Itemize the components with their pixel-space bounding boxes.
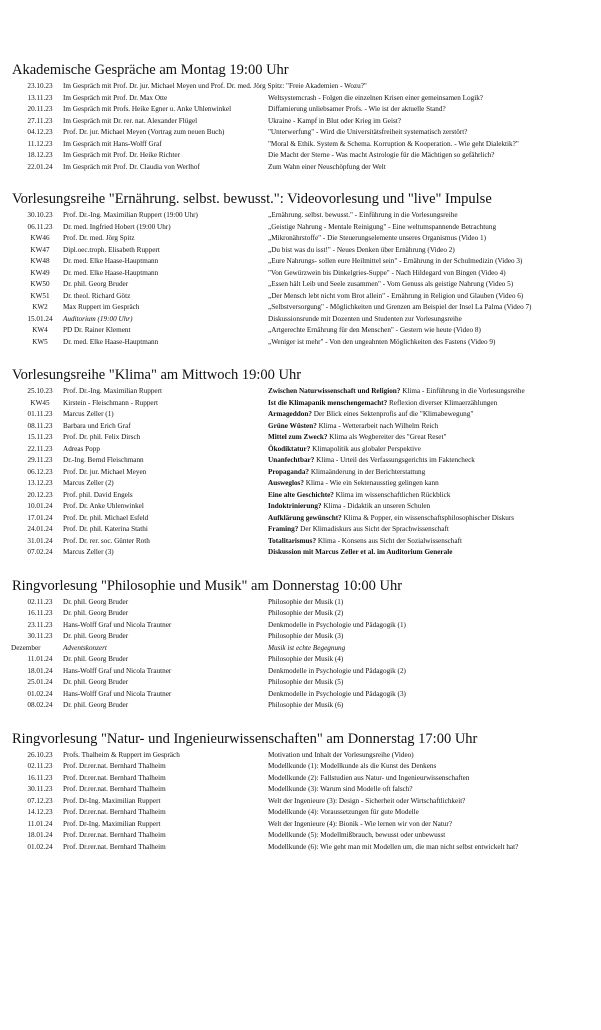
- schedule-row: [0, 536, 601, 548]
- row-date: 31.01.24: [27, 536, 53, 545]
- row-speaker: Im Gespräch mit Prof. Dr. Max Otte: [63, 93, 168, 102]
- row-topic: „Du bist was du isst!" - Neues Denken über Ernährung (Video 2): [268, 245, 455, 254]
- row-topic-detail: Der Blick eines Sektenprofis auf die "Klimabewegung": [311, 410, 474, 418]
- schedule-row: [0, 631, 601, 643]
- row-topic: Ukraine - Kampf in Blut oder Krieg im Geist?: [268, 116, 401, 125]
- schedule-row: [0, 444, 601, 456]
- row-topic: Modellkunde (2): Fallstudien aus Natur- und Ingenieurwissenschaften: [268, 773, 470, 782]
- row-date: 11.12.23: [27, 139, 53, 148]
- row-topic-detail: Klima - Einführung in die Vorlesungsreihe: [400, 387, 525, 395]
- row-date: 16.11.23: [27, 609, 53, 617]
- row-speaker: Prof. Dr. phil. Felix Dirsch: [63, 433, 141, 441]
- row-date: KW2: [32, 303, 48, 311]
- row-topic-headline: Diskussion mit Marcus Zeller et al. im Auditorium Generale: [268, 548, 453, 556]
- row-date: 06.11.23: [27, 222, 53, 231]
- row-speaker: Max Ruppert im Gespräch: [63, 303, 140, 311]
- row-speaker: Im Gespräch mit Prof. Dr. Heike Richter: [63, 151, 180, 159]
- row-date: 08.11.23: [27, 421, 53, 430]
- row-speaker: Dr. phil. Georg Bruder: [63, 701, 129, 709]
- row-date: KW50: [30, 280, 50, 288]
- row-topic-headline: Zwischen Naturwissenschaft und Religion?: [268, 387, 401, 395]
- row-speaker: Prof. Dr-Ing. Maximilian Ruppert: [63, 796, 161, 805]
- row-topic-detail: Klima - Konsens aus Sicht der Sozialwissenschaft: [316, 536, 462, 545]
- schedule-row: [0, 513, 601, 525]
- row-topic: Philosophie der Musik (4): [268, 655, 344, 663]
- schedule-row: [0, 302, 601, 314]
- row-topic: Denkmodelle in Psychologie und Pädagogik (3): [268, 689, 406, 698]
- schedule-list: [0, 597, 601, 712]
- row-topic: "Unterwerfung" - Wird die Universitätsfreiheit systematisch zerstört?: [268, 128, 468, 136]
- schedule-row: [0, 93, 601, 105]
- row-speaker: Prof. Dr. med. Jörg Spitz: [63, 234, 135, 242]
- schedule-row: [0, 325, 601, 337]
- row-topic: „Selbstversorgung" - Möglichkeiten und Grenzen am Beispiel der Insel La Palma (Video 7): [268, 303, 532, 311]
- row-topic-detail: Reflexion diverser Klimaerzählungen: [387, 398, 498, 407]
- row-date: 01.11.23: [27, 410, 53, 418]
- schedule-row: [0, 620, 601, 632]
- row-topic: „Mikronährstoffe" - Die Steuerungselemente unseres Organismus (Video 1): [268, 234, 487, 242]
- row-speaker: Dr. theol. Richard Götz: [63, 291, 131, 300]
- row-date: 30.11.23: [27, 632, 53, 640]
- schedule-section: [0, 578, 601, 712]
- row-date: 25.10.23: [27, 387, 53, 395]
- row-speaker: Prof. Dr.-Ing. Maximilian Ruppert (19:00 Uhr): [63, 211, 198, 219]
- row-date: KW5: [32, 337, 48, 346]
- row-date: 22.11.23: [27, 444, 53, 453]
- row-topic-detail: Klima im wissenschaftlichen Rückblick: [333, 490, 451, 499]
- row-topic-detail: Klimapolitik aus globaler Perspektive: [310, 444, 421, 453]
- row-date: KW45: [30, 398, 50, 407]
- row-speaker: Prof. Dr. jur. Michael Meyen: [63, 467, 147, 476]
- row-topic-headline: Aufklärung gewünscht?: [268, 513, 342, 522]
- row-topic-headline: Indoktrinierung?: [268, 502, 322, 510]
- row-topic: [268, 432, 446, 444]
- schedule-row: [0, 222, 601, 234]
- schedule-row: [0, 643, 601, 655]
- row-speaker: PD Dr. Rainer Klement: [63, 326, 131, 334]
- row-date: 07.12.23: [27, 796, 53, 805]
- row-speaker: Dr. phil. Georg Bruder: [63, 655, 129, 663]
- schedule-row: [0, 421, 601, 433]
- row-topic-detail: Klima - Didaktik an unseren Schulen: [321, 502, 431, 510]
- row-topic: [268, 386, 525, 398]
- row-topic: [268, 501, 430, 513]
- schedule-row: [0, 807, 601, 819]
- row-topic-headline: Ist die Klimapanik menschengemacht?: [268, 398, 388, 407]
- row-speaker: Dr.-Ing. Bernd Fleischmann: [63, 456, 144, 464]
- schedule-row: [0, 666, 601, 678]
- row-topic: „Weniger ist mehr" - Von den ungeahnten Möglichkeiten des Fastens (Video 9): [268, 337, 496, 346]
- schedule-row: [0, 409, 601, 421]
- schedule-row: [0, 432, 601, 444]
- row-topic: Philosophie der Musik (5): [268, 678, 344, 686]
- row-topic: „Ernährung. selbst. bewusst." - Einführung in die Vorlesungsreihe: [268, 211, 458, 219]
- row-topic: „Artgerechte Ernährung für den Menschen" - Gestern wie heute (Video 8): [268, 326, 481, 334]
- row-topic: Denkmodelle in Psychologie und Pädagogik (1): [268, 620, 406, 629]
- row-date: 26.10.23: [27, 750, 53, 759]
- row-topic: Motivation und Inhalt der Vorlesungsreihe (Video): [268, 750, 414, 759]
- row-topic: "Von Gewürzwein bis Dinkelgries-Suppe" - Nach Hildegard von Bingen (Video 4): [268, 268, 506, 277]
- schedule-row: [0, 467, 601, 479]
- row-speaker: Im Gespräch mit Prof. Dr. jur. Michael Meyen und Prof. Dr. med. Jörg Spitz: "Freie Akademien - Wozu?": [63, 82, 367, 90]
- row-speaker: Im Gespräch mit Profs. Heike Egner u. Anke Uhlenwinkel: [63, 105, 232, 113]
- section-title: Ringvorlesung "Natur- und Ingenieurwissenschaften" am Donnerstag 17:00 Uhr: [12, 730, 478, 747]
- row-speaker: Hans-Wolff Graf und Nicola Trautner: [63, 689, 172, 698]
- section-title: Vorlesungsreihe "Ernährung. selbst. bewusst.": Videovorlesung und "live" Impulse: [12, 191, 492, 207]
- row-date: 17.01.24: [27, 513, 53, 522]
- row-date: 18.01.24: [27, 831, 53, 839]
- row-date: 30.11.23: [27, 785, 53, 793]
- row-date: 01.02.24: [27, 689, 53, 698]
- row-topic: Modellkunde (3): Warum sind Modelle oft falsch?: [268, 785, 413, 793]
- row-topic-detail: Klima als Wegbereiter des "Great Reset": [327, 433, 447, 441]
- schedule-row: [0, 162, 601, 174]
- row-topic: [268, 478, 439, 490]
- row-speaker: Prof. Dr-Ing. Maximilian Ruppert: [63, 819, 161, 828]
- row-topic-headline: Mittel zum Zweck?: [268, 433, 328, 441]
- row-speaker: Prof. Dr. Anke Uhlenwinkel: [63, 502, 144, 510]
- row-speaker: Hans-Wolff Graf und Nicola Trautner: [63, 666, 172, 675]
- schedule-row: [0, 268, 601, 280]
- schedule-list: [0, 750, 601, 854]
- row-speaker: Prof. Dr.rer.nat. Bernhard Thalheim: [63, 785, 166, 793]
- schedule-row: [0, 127, 601, 139]
- schedule-section: [0, 191, 601, 348]
- row-date: 10.01.24: [27, 502, 53, 510]
- row-speaker: Marcus Zeller (2): [63, 479, 114, 487]
- row-topic: Zum Wahn einer Neuschöpfung der Welt: [268, 162, 386, 171]
- row-topic: "Moral & Ethik. System & Schema. Korruption & Kooperation. - Wie geht Dialektik?": [268, 139, 519, 148]
- row-topic-headline: Grüne Wüsten?: [268, 421, 317, 430]
- schedule-row: [0, 455, 601, 467]
- row-topic: Modellkunde (6): Wie geht man mit Modellen um, die man nicht selbst entwickelt hat?: [268, 842, 519, 851]
- row-topic-detail: Klimaänderung in der Berichterstattung: [309, 467, 426, 476]
- schedule-row: [0, 104, 601, 116]
- row-speaker: Marcus Zeller (3): [63, 548, 114, 556]
- section-gap: [0, 348, 601, 367]
- schedule-section: [0, 62, 601, 173]
- schedule-row: [0, 291, 601, 303]
- row-topic: [268, 455, 475, 467]
- row-speaker: Prof. Dr.rer.nat. Bernhard Thalheim: [63, 842, 166, 851]
- row-topic-headline: Ausweglos?: [268, 479, 304, 487]
- row-topic: Modellkunde (5): Modellmißbrauch, bewusst oder unbewusst: [268, 831, 446, 839]
- row-speaker: Dr. med. Ingfried Hobert (19:00 Uhr): [63, 222, 171, 231]
- row-speaker: Dr. phil. Georg Bruder: [63, 280, 129, 288]
- row-topic: [268, 467, 425, 479]
- row-date: 04.12.23: [27, 128, 53, 136]
- row-speaker: Dr. med. Elke Haase-Hauptmann: [63, 337, 159, 346]
- schedule-row: [0, 597, 601, 609]
- section-title: Vorlesungsreihe "Klima" am Mittwoch 19:00 Uhr: [12, 367, 302, 383]
- row-date: 22.01.24: [27, 162, 53, 171]
- row-topic: [268, 513, 514, 525]
- schedule-row: [0, 700, 601, 712]
- schedule-row: [0, 139, 601, 151]
- schedule-row: [0, 796, 601, 808]
- schedule-row: [0, 81, 601, 93]
- row-speaker: Prof. Dr.-Ing. Maximilian Ruppert: [63, 387, 163, 395]
- row-topic: [268, 421, 438, 433]
- schedule-row: [0, 654, 601, 666]
- row-date: KW46: [30, 234, 50, 242]
- row-speaker: Dr. phil. Georg Bruder: [63, 609, 129, 617]
- schedule-row: [0, 784, 601, 796]
- row-speaker: Dr. med. Elke Haase-Hauptmann: [63, 268, 159, 277]
- row-date: KW51: [30, 291, 50, 300]
- row-date: 23.10.23: [27, 82, 53, 90]
- row-date: 18.12.23: [27, 151, 53, 159]
- row-speaker: Adreas Popp: [63, 444, 100, 453]
- schedule-row: [0, 501, 601, 513]
- row-date: 11.01.24: [27, 655, 53, 663]
- schedule-section: [0, 367, 601, 559]
- section-title: Akademische Gespräche am Montag 19:00 Uhr: [12, 62, 289, 78]
- row-date: Dezember: [11, 643, 41, 652]
- row-topic-headline: Framing?: [268, 525, 299, 533]
- row-date: 01.02.24: [27, 842, 53, 851]
- row-date: 06.12.23: [27, 467, 53, 476]
- row-topic-headline: Totalitarismus?: [268, 536, 317, 545]
- row-speaker: Profs. Thalheim & Ruppert im Gespräch: [63, 750, 180, 759]
- row-speaker: Prof. Dr.rer.nat. Bernhard Thalheim: [63, 808, 166, 816]
- row-topic: Philosophie der Musik (1): [268, 597, 344, 606]
- row-date: 15.11.23: [27, 433, 53, 441]
- row-topic: Diffamierung unliebsamer Profs. - Wie ist der aktuelle Stand?: [268, 105, 446, 113]
- row-speaker: Prof. Dr. jur. Michael Meyen (Vortrag zum neuen Buch): [63, 128, 225, 136]
- schedule-row: [0, 773, 601, 785]
- row-date: KW49: [30, 268, 50, 277]
- row-date: 24.01.24: [27, 525, 53, 533]
- row-speaker: Prof. phil. David Engels: [63, 490, 133, 499]
- row-speaker: Dr. phil. Georg Bruder: [63, 678, 129, 686]
- schedule-list: [0, 210, 601, 348]
- row-date: 20.11.23: [27, 105, 53, 113]
- row-topic-detail: Klima - Wetterarbeit nach Wilhelm Reich: [316, 421, 439, 430]
- schedule-row: [0, 830, 601, 842]
- row-date: 27.11.23: [27, 116, 53, 125]
- row-topic: Weltsystemcrash - Folgen die einzelnen Krisen einer gemeinsamen Logik?: [268, 93, 483, 102]
- row-date: 15.01.24: [27, 314, 53, 323]
- row-speaker: Prof. Dr. phil. Katerina Stathi: [63, 525, 148, 533]
- schedule-row: [0, 677, 601, 689]
- schedule-row: [0, 210, 601, 222]
- row-topic: „Essen hält Leib und Seele zusammen" - Vom Genuss als geistige Nahrung (Video 5): [268, 280, 514, 288]
- schedule-row: [0, 256, 601, 268]
- row-topic: Denkmodelle in Psychologie und Pädagogik (2): [268, 666, 406, 675]
- row-topic-headline: Ökodiktatur?: [268, 444, 311, 453]
- row-date: 16.11.23: [27, 773, 53, 782]
- row-speaker: Im Gespräch mit Hans-Wolff Graf: [63, 139, 162, 148]
- row-topic: [268, 536, 462, 548]
- schedule-row: [0, 233, 601, 245]
- row-topic: [268, 398, 497, 410]
- row-topic: [268, 524, 449, 536]
- row-topic-detail: Klima - Wie ein Sektenausstieg gelingen kann: [303, 479, 439, 487]
- row-speaker: Im Gespräch mit Prof. Dr. Claudia von Werlhof: [63, 162, 200, 171]
- row-speaker: Prof. Dr.rer.nat. Bernhard Thalheim: [63, 762, 166, 770]
- row-date: 13.11.23: [27, 93, 53, 102]
- row-date: KW48: [30, 257, 50, 265]
- row-topic: Philosophie der Musik (6): [268, 701, 344, 709]
- row-topic: Modellkunde (4): Voraussetzungen für gute Modelle: [268, 808, 419, 816]
- schedule-row: [0, 547, 601, 559]
- row-topic: [268, 547, 452, 559]
- schedule-row: [0, 761, 601, 773]
- row-topic: Die Macht der Sterne - Was macht Astrologie für die Mächtigen so gefährlich?: [268, 151, 495, 159]
- schedule-row: [0, 608, 601, 620]
- row-topic: Musik ist echte Begegnung: [268, 643, 346, 652]
- row-topic: [268, 409, 473, 421]
- row-speaker: Dr. phil. Georg Bruder: [63, 632, 129, 640]
- row-speaker: Prof. Dr.rer.nat. Bernhard Thalheim: [63, 831, 166, 839]
- row-topic-headline: Unanfechtbar?: [268, 456, 315, 464]
- row-topic: „Geistige Nahrung - Mentale Reinigung" - Eine weltumspannende Betrachtung: [268, 222, 497, 231]
- schedule-row: [0, 819, 601, 831]
- row-speaker: Hans-Wolff Graf und Nicola Trautner: [63, 620, 172, 629]
- row-speaker: Dipl.oec.troph. Elisabeth Ruppert: [63, 245, 160, 254]
- row-date: 14.12.23: [27, 808, 53, 816]
- row-topic: Diskussionsrunde mit Dozenten und Studenten zur Vorlesungsreihe: [268, 314, 462, 323]
- row-date: 23.11.23: [27, 620, 53, 629]
- row-speaker: Barbara und Erich Graf: [63, 421, 131, 430]
- row-topic-headline: Armageddon?: [268, 410, 312, 418]
- section-gap: [0, 712, 601, 731]
- row-topic: Welt der Ingenieure (4): Bionik - Wie lernen wir von der Natur?: [268, 819, 453, 828]
- schedule-row: [0, 842, 601, 854]
- row-date: 30.10.23: [27, 211, 53, 219]
- section-gap: [0, 559, 601, 578]
- row-speaker: Prof. Dr.rer.nat. Bernhard Thalheim: [63, 773, 166, 782]
- row-date: 02.11.23: [27, 597, 53, 606]
- schedule-row: [0, 386, 601, 398]
- row-date: 08.02.24: [27, 701, 53, 709]
- section-title: Ringvorlesung "Philosophie und Musik" am Donnerstag 10:00 Uhr: [12, 577, 403, 594]
- row-topic: Welt der Ingenieure (3): Design - Sicherheit oder Wirtschaftlichkeit?: [268, 796, 466, 805]
- schedule-section: [0, 731, 601, 854]
- row-date: 20.12.23: [27, 490, 53, 499]
- row-topic: „Eure Nahrungs- sollen eure Heilmittel sein" - Ernährung in der Schulmedizin (Video 3): [268, 257, 523, 265]
- row-speaker: Auditorium (19:00 Uhr): [63, 314, 133, 323]
- row-speaker: Im Gespräch mit Dr. rer. nat. Alexander Flügel: [63, 116, 198, 125]
- row-topic-detail: Klima & Popper, ein wissenschaftsphilosophischer Diskurs: [341, 513, 515, 522]
- schedule-row: [0, 337, 601, 349]
- row-date: 25.01.24: [27, 678, 53, 686]
- row-topic: Philosophie der Musik (2): [268, 609, 344, 617]
- row-speaker: Kirstein - Fleischmann - Ruppert: [63, 398, 159, 407]
- row-topic: Philosophie der Musik (3): [268, 632, 344, 640]
- schedule-row: [0, 490, 601, 502]
- row-topic-detail: Klima - Urteil des Verfassungsgerichts im Faktencheck: [314, 456, 475, 464]
- schedule-row: [0, 279, 601, 291]
- schedule-row: [0, 689, 601, 701]
- schedule-row: [0, 150, 601, 162]
- schedule-page: [0, 62, 601, 853]
- row-date: 13.12.23: [27, 479, 53, 487]
- schedule-row: [0, 478, 601, 490]
- schedule-row: [0, 116, 601, 128]
- row-speaker: Prof. Dr. rer. soc. Günter Roth: [63, 536, 150, 545]
- row-topic: „Der Mensch lebt nicht vom Brot allein" - Ernährung in Religion und Glauben (Video 6): [268, 291, 524, 300]
- schedule-row: [0, 314, 601, 326]
- row-speaker: Marcus Zeller (1): [63, 410, 114, 418]
- row-topic: [268, 490, 450, 502]
- row-date: 07.02.24: [27, 548, 53, 556]
- row-speaker: Dr. phil. Georg Bruder: [63, 597, 129, 606]
- row-topic: [268, 444, 421, 456]
- row-topic: Modellkunde (1): Modellkunde als die Kunst des Denkens: [268, 762, 437, 770]
- schedule-row: [0, 750, 601, 762]
- row-topic-headline: Propaganda?: [268, 467, 310, 476]
- row-date: 18.01.24: [27, 666, 53, 675]
- row-date: 29.11.23: [27, 456, 53, 464]
- row-speaker: Dr. med. Elke Haase-Hauptmann: [63, 257, 159, 265]
- row-date: 11.01.24: [27, 819, 53, 828]
- schedule-row: [0, 524, 601, 536]
- row-speaker: Adventskonzert: [63, 643, 107, 652]
- schedule-row: [0, 245, 601, 257]
- row-speaker: Prof. Dr. phil. Michael Esfeld: [63, 513, 149, 522]
- row-date: KW47: [30, 245, 50, 254]
- section-gap: [0, 173, 601, 191]
- row-date: 02.11.23: [27, 762, 53, 770]
- row-date: KW4: [32, 326, 48, 334]
- schedule-row: [0, 398, 601, 410]
- schedule-list: [0, 386, 601, 559]
- schedule-list: [0, 81, 601, 173]
- row-topic-headline: Eine alte Geschichte?: [268, 490, 334, 499]
- row-topic-detail: Der Klimadiskurs aus Sicht der Sprachwissenschaft: [298, 525, 449, 533]
